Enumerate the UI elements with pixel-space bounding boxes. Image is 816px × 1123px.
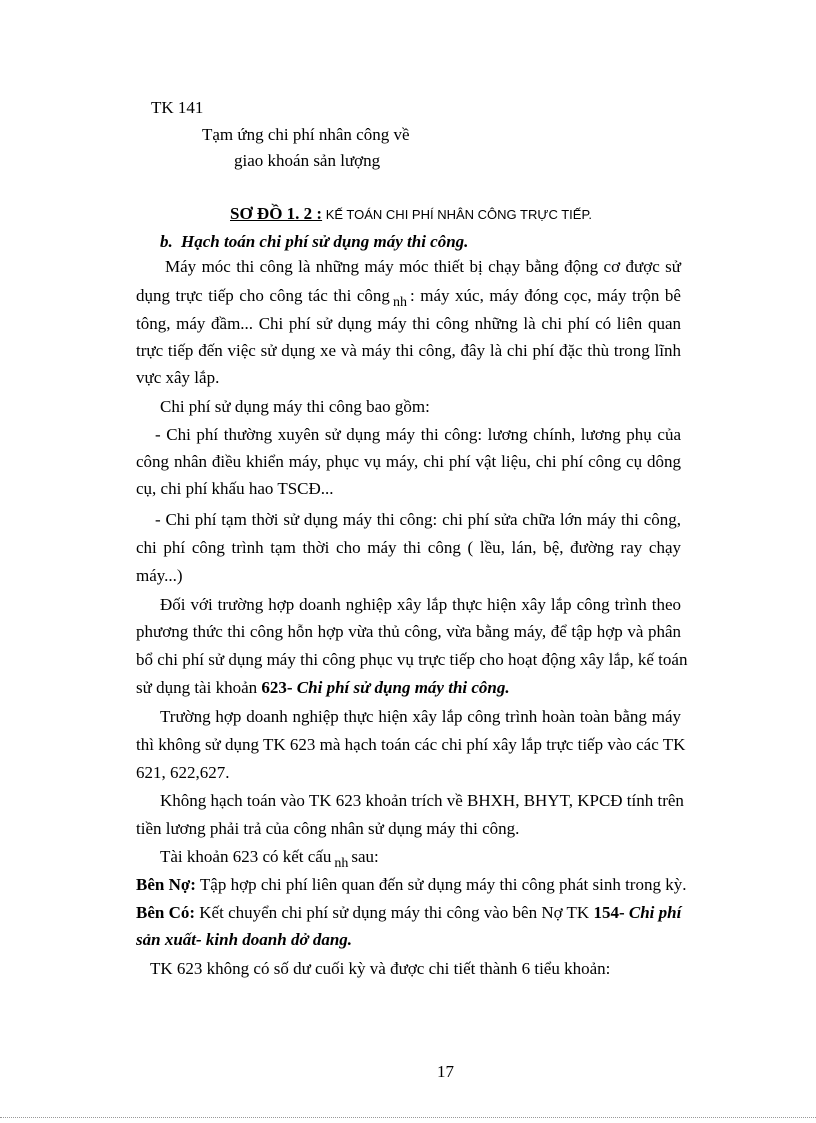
credit-text: Kết chuyển chi phí sử dụng máy thi công vào bên Nợ TK	[195, 903, 594, 922]
bullet1-line3: cụ, chi phí khấu hao TSCĐ...	[136, 479, 334, 498]
credit-dash: -	[618, 903, 629, 922]
para1-line2-b: : máy xúc, máy đóng cọc, máy trộn bê	[409, 286, 681, 305]
para6-sub: nh	[334, 856, 349, 871]
para6	[160, 846, 379, 870]
page-number: 17	[437, 1062, 454, 1081]
credit-account-number: 154	[593, 903, 619, 922]
para6-b: sau:	[351, 847, 379, 866]
para3-line3: bổ chi phí sử dụng máy thi công phục vụ trực tiếp cho hoạt động xây lắp, kế toán	[136, 650, 688, 669]
debit-line	[136, 874, 687, 896]
figure-caption	[230, 203, 592, 226]
credit-account-name-1: Chi phí	[628, 903, 682, 922]
para3-line4	[136, 677, 510, 699]
para4-line3: 621, 622,627.	[136, 763, 230, 782]
para7: TK 623 không có số dư cuối kỳ và được chi tiết thành 6 tiểu khoản:	[150, 959, 611, 978]
bullet2-line3: máy...)	[136, 566, 183, 585]
para3-line2: phương thức thi công hỗn hợp vừa thủ công, vừa bằng máy, để tập hợp và phân	[136, 622, 681, 641]
para1-line2	[136, 285, 681, 309]
section-title: Hạch toán chi phí sử dụng máy thi công.	[181, 232, 469, 251]
debit-label: Bên Nợ:	[136, 875, 196, 894]
para5-line1: Không hạch toán vào TK 623 khoản trích về BHXH, BHYT, KPCĐ tính trên	[160, 791, 684, 810]
section-marker: b.	[160, 232, 173, 251]
para1-line4: trực tiếp đến việc sử dụng xe và máy thi công, đây là chi phí đặc thù trong lĩnh	[136, 341, 681, 360]
credit-account-name-2: sản xuất- kinh doanh dở dang.	[136, 930, 353, 949]
para4-line1: Trường hợp doanh nghiệp thực hiện xây lắp công trình hoàn toàn bằng máy	[160, 707, 681, 726]
para1-line1: Máy móc thi công là những máy móc thiết bị chạy bằng động cơ được sử	[165, 257, 681, 276]
para1-line5: vực xây lắp.	[136, 368, 220, 387]
bullet1-line1: - Chi phí thường xuyên sử dụng máy thi công: lương chính, lương phụ của	[155, 425, 681, 444]
figure-caption-label: SƠ ĐỒ 1. 2 :	[230, 204, 323, 223]
bullet2-line1: - Chi phí tạm thời sử dụng máy thi công: chi phí sửa chữa lớn máy thi công,	[155, 510, 681, 529]
section-heading	[160, 231, 468, 253]
page-bottom-rule	[0, 1117, 816, 1118]
para5-line2: tiền lương phải trả của công nhân sử dụng máy thi công.	[136, 819, 520, 838]
para3-account-number: 623	[261, 678, 287, 697]
credit-label: Bên Có:	[136, 903, 196, 922]
debit-text: Tập hợp chi phí liên quan đến sử dụng máy thi công phát sinh trong kỳ.	[195, 875, 687, 894]
para3-line1: Đối với trường hợp doanh nghiệp xây lắp thực hiện xây lắp công trình theo	[160, 595, 681, 614]
para3-account-name: Chi phí sử dụng máy thi công.	[296, 678, 510, 697]
credit-line1	[136, 902, 681, 924]
para3-line4-a: sử dụng tài khoản	[136, 678, 262, 697]
para2: Chi phí sử dụng máy thi công bao gồm:	[160, 397, 430, 416]
figure-caption-text: KẾ TOÁN CHI PHÍ NHÂN CÔNG TRỰC TIẾP.	[322, 207, 593, 222]
para3-dash: -	[286, 678, 297, 697]
advance-label-line2: giao khoán sản lượng	[234, 151, 381, 170]
account-label-tk141: TK 141	[151, 98, 204, 117]
advance-label-line1: Tạm ứng chi phí nhân công về	[202, 125, 410, 144]
para4-line2: thì không sử dụng TK 623 mà hạch toán các chi phí xây lắp trực tiếp vào các TK	[136, 735, 686, 754]
para6-a: Tài khoản 623 có kết cấu	[160, 847, 332, 866]
bullet1-line2: công nhân điều khiển máy, phục vụ máy, chi phí vật liệu, chi phí công cụ dông	[136, 452, 681, 471]
bullet2-line2: chi phí công trình tạm thời cho máy thi công ( lều, lán, bệ, đường ray chạy	[136, 538, 681, 557]
para1-line3: tông, máy đầm... Chi phí sử dụng máy thi công những là chi phí có liên quan	[136, 314, 681, 333]
para1-line2-sub: nh	[392, 295, 407, 310]
para1-line2-a: dụng trực tiếp cho công tác thi công	[136, 286, 390, 305]
